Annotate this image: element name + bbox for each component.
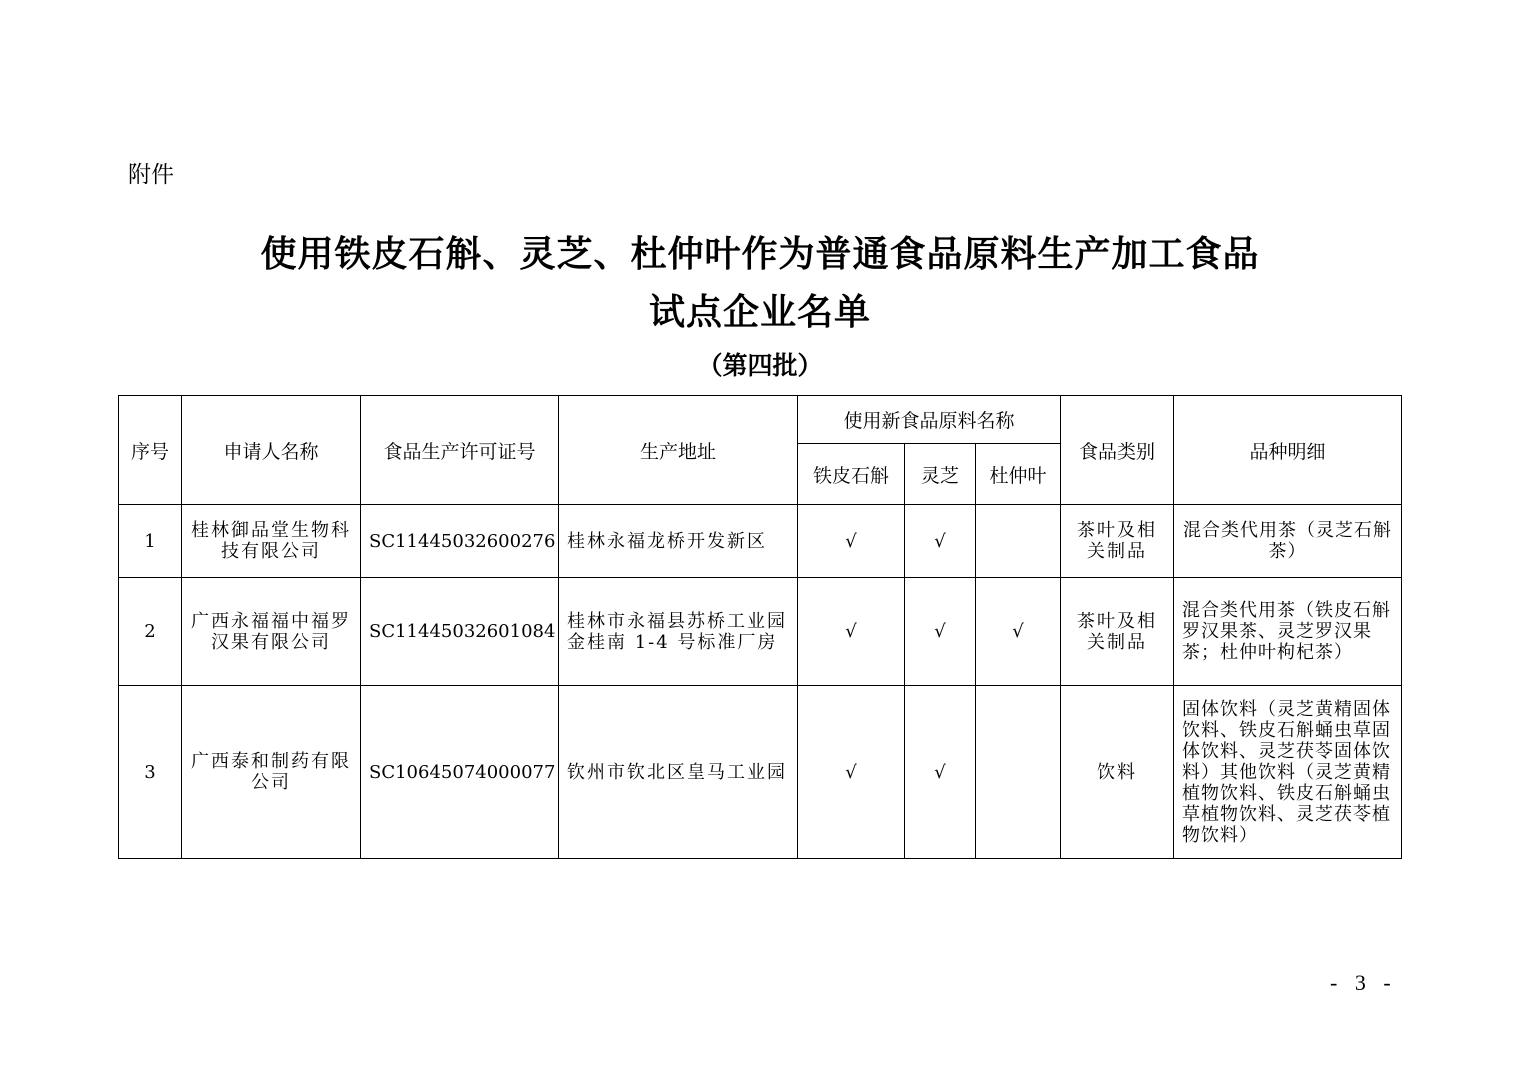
col-header-material-2: 灵芝 (905, 444, 976, 505)
cell-material-1: √ (798, 686, 905, 859)
cell-license: SC11445032601084 (361, 578, 559, 686)
cell-address: 桂林市永福县苏桥工业园金桂南 1-4 号标准厂房 (559, 578, 798, 686)
cell-applicant: 广西永福福中福罗汉果有限公司 (182, 578, 361, 686)
document-title-line-2: 试点企业名单 (648, 291, 871, 333)
cell-material-1: √ (798, 578, 905, 686)
cell-variety: 混合类代用茶（铁皮石斛罗汉果茶、灵芝罗汉果茶；杜仲叶枸杞茶） (1174, 578, 1402, 686)
cell-variety: 固体饮料（灵芝黄精固体饮料、铁皮石斛蛹虫草固体饮料、灵芝茯苓固体饮料）其他饮料（灵芝黄精植物饮料、铁皮石斛蛹虫草植物饮料、灵芝茯苓植物饮料） (1174, 686, 1402, 859)
col-header-address: 生产地址 (559, 396, 798, 505)
col-header-material-3: 杜仲叶 (976, 444, 1061, 505)
col-header-category: 食品类别 (1061, 396, 1174, 505)
attachment-label: 附件 (128, 162, 174, 188)
col-header-variety: 品种明细 (1174, 396, 1402, 505)
col-header-material-1: 铁皮石斛 (798, 444, 905, 505)
table-row (119, 686, 1402, 859)
cell-material-2: √ (905, 578, 976, 686)
cell-variety: 混合类代用茶（灵芝石斛茶） (1174, 505, 1402, 578)
cell-index: 3 (119, 686, 182, 859)
cell-license: SC10645074000077 (361, 686, 559, 859)
cell-category: 饮料 (1061, 686, 1174, 859)
cell-material-1: √ (798, 505, 905, 578)
col-header-applicant: 申请人名称 (182, 396, 361, 505)
cell-category: 茶叶及相关制品 (1061, 505, 1174, 578)
cell-material-2: √ (905, 505, 976, 578)
cell-index: 1 (119, 505, 182, 578)
cell-material-3 (976, 686, 1061, 859)
batch-subtitle: （第四批） (697, 351, 823, 380)
page-number: - 3 - (1330, 970, 1397, 995)
cell-category: 茶叶及相关制品 (1061, 578, 1174, 686)
cell-applicant: 桂林御品堂生物科技有限公司 (182, 505, 361, 578)
cell-material-3 (976, 505, 1061, 578)
document-title-line-1: 使用铁皮石斛、灵芝、杜仲叶作为普通食品原料生产加工食品 (260, 233, 1260, 275)
enterprise-list-table (118, 395, 1402, 859)
cell-license: SC11445032600276 (361, 505, 559, 578)
table-row (119, 578, 1402, 686)
cell-material-3: √ (976, 578, 1061, 686)
cell-material-2: √ (905, 686, 976, 859)
col-header-materials-group: 使用新食品原料名称 (798, 396, 1061, 444)
cell-address: 桂林永福龙桥开发新区 (559, 505, 798, 578)
cell-address: 钦州市钦北区皇马工业园 (559, 686, 798, 859)
table-row (119, 505, 1402, 578)
col-header-license: 食品生产许可证号 (361, 396, 559, 505)
col-header-index: 序号 (119, 396, 182, 505)
cell-applicant: 广西泰和制药有限公司 (182, 686, 361, 859)
cell-index: 2 (119, 578, 182, 686)
